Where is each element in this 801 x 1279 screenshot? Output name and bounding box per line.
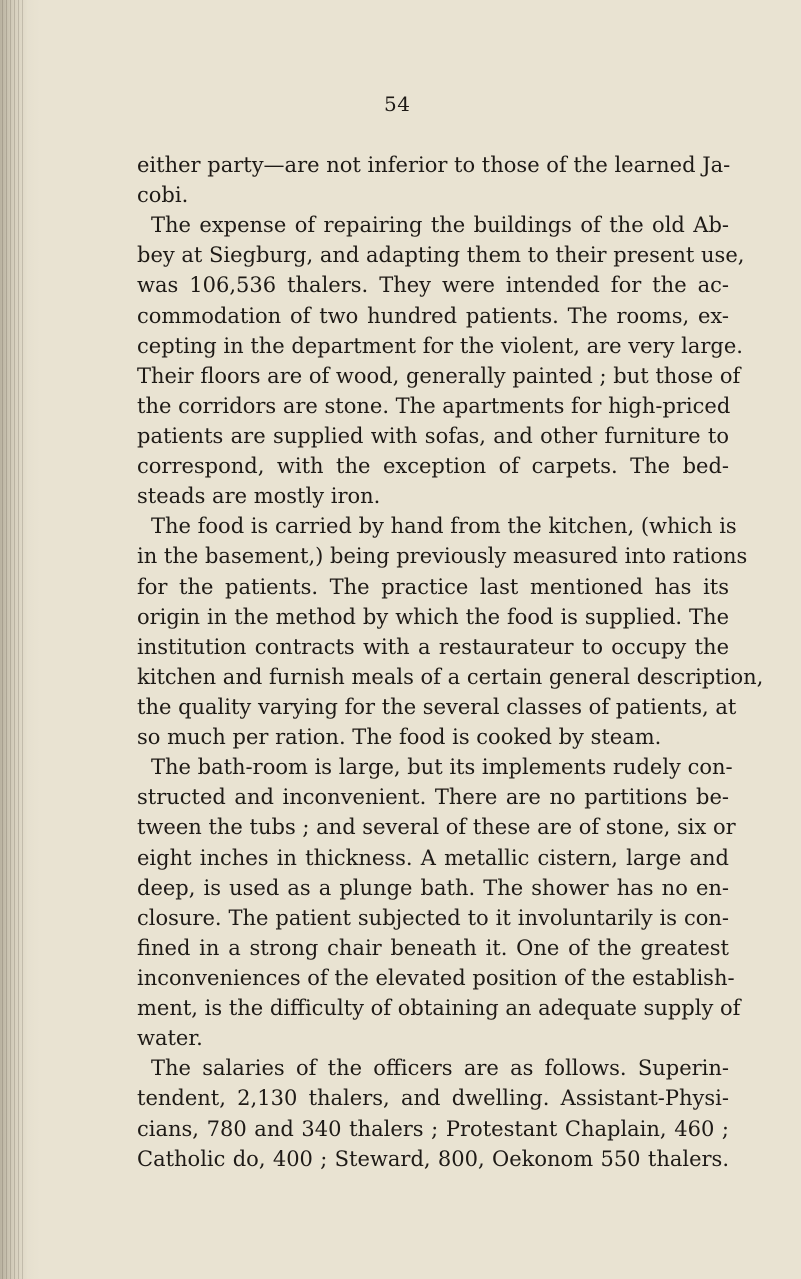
text-line: in the basement,) being previously measured into rations: [137, 544, 748, 569]
text-line: kitchen and furnish meals of a certain general description,: [137, 664, 764, 689]
text-line: The food is carried by hand from the kitchen, (which is: [151, 514, 737, 539]
text-line: institution contracts with a restaurateur to occupy the: [137, 634, 729, 659]
text-line: ment, is the difficulty of obtaining an adequate supply of: [137, 996, 741, 1021]
text-line: patients are supplied with sofas, and other furniture to: [137, 423, 729, 448]
text-line: inconveniences of the elevated position of the establish-: [137, 965, 735, 990]
text-line: correspond, with the exception of carpets. The bed-: [137, 454, 729, 479]
text-line: The expense of repairing the buildings of the old Ab-: [151, 213, 729, 238]
text-line: water.: [137, 1026, 203, 1051]
text-line: for the patients. The practice last mentioned has its: [137, 574, 729, 599]
text-line: closure. The patient subjected to it involuntarily is con-: [137, 905, 729, 930]
text-line: The bath-room is large, but its implements rudely con-: [151, 755, 733, 780]
text-line: Catholic do, 400 ; Steward, 800, Oekonom 550 thalers.: [137, 1146, 729, 1171]
body-text: [137, 150, 764, 1174]
text-line: fined in a strong chair beneath it. One of the greatest: [137, 935, 729, 960]
page-number: 54: [384, 92, 411, 116]
text-line: eight inches in thickness. A metallic cistern, large and: [137, 845, 729, 870]
binding-edge: [2, 0, 26, 1279]
text-line: structed and inconvenient. There are no partitions be-: [137, 785, 729, 810]
text-line: cians, 780 and 340 thalers ; Protestant Chaplain, 460 ;: [137, 1116, 729, 1141]
text-line: commodation of two hundred patients. The rooms, ex-: [137, 303, 729, 328]
text-line: steads are mostly iron.: [137, 484, 381, 509]
text-line: cobi.: [137, 183, 189, 208]
text-line: Their floors are of wood, generally painted ; but those of: [137, 363, 741, 388]
text-line: The salaries of the officers are as follows. Superin-: [151, 1056, 729, 1081]
text-line: tendent, 2,130 thalers, and dwelling. Assistant-Physi-: [137, 1086, 729, 1111]
text-line: bey at Siegburg, and adapting them to their present use,: [137, 243, 745, 268]
text-line: the corridors are stone. The apartments for high-priced: [137, 393, 731, 418]
binding-gutter: [0, 0, 40, 1279]
text-line: cepting in the department for the violent, are very large.: [137, 333, 743, 358]
text-line: was 106,536 thalers. They were intended for the ac-: [137, 273, 729, 298]
text-line: tween the tubs ; and several of these are of stone, six or: [137, 815, 736, 840]
text-line: origin in the method by which the food is supplied. The: [137, 604, 729, 629]
text-line: either party—are not inferior to those of the learned Ja-: [137, 153, 731, 177]
text-line: the quality varying for the several classes of patients, at: [137, 694, 737, 719]
text-line: deep, is used as a plunge bath. The shower has no en-: [137, 875, 729, 900]
text-line: so much per ration. The food is cooked by steam.: [137, 725, 662, 750]
